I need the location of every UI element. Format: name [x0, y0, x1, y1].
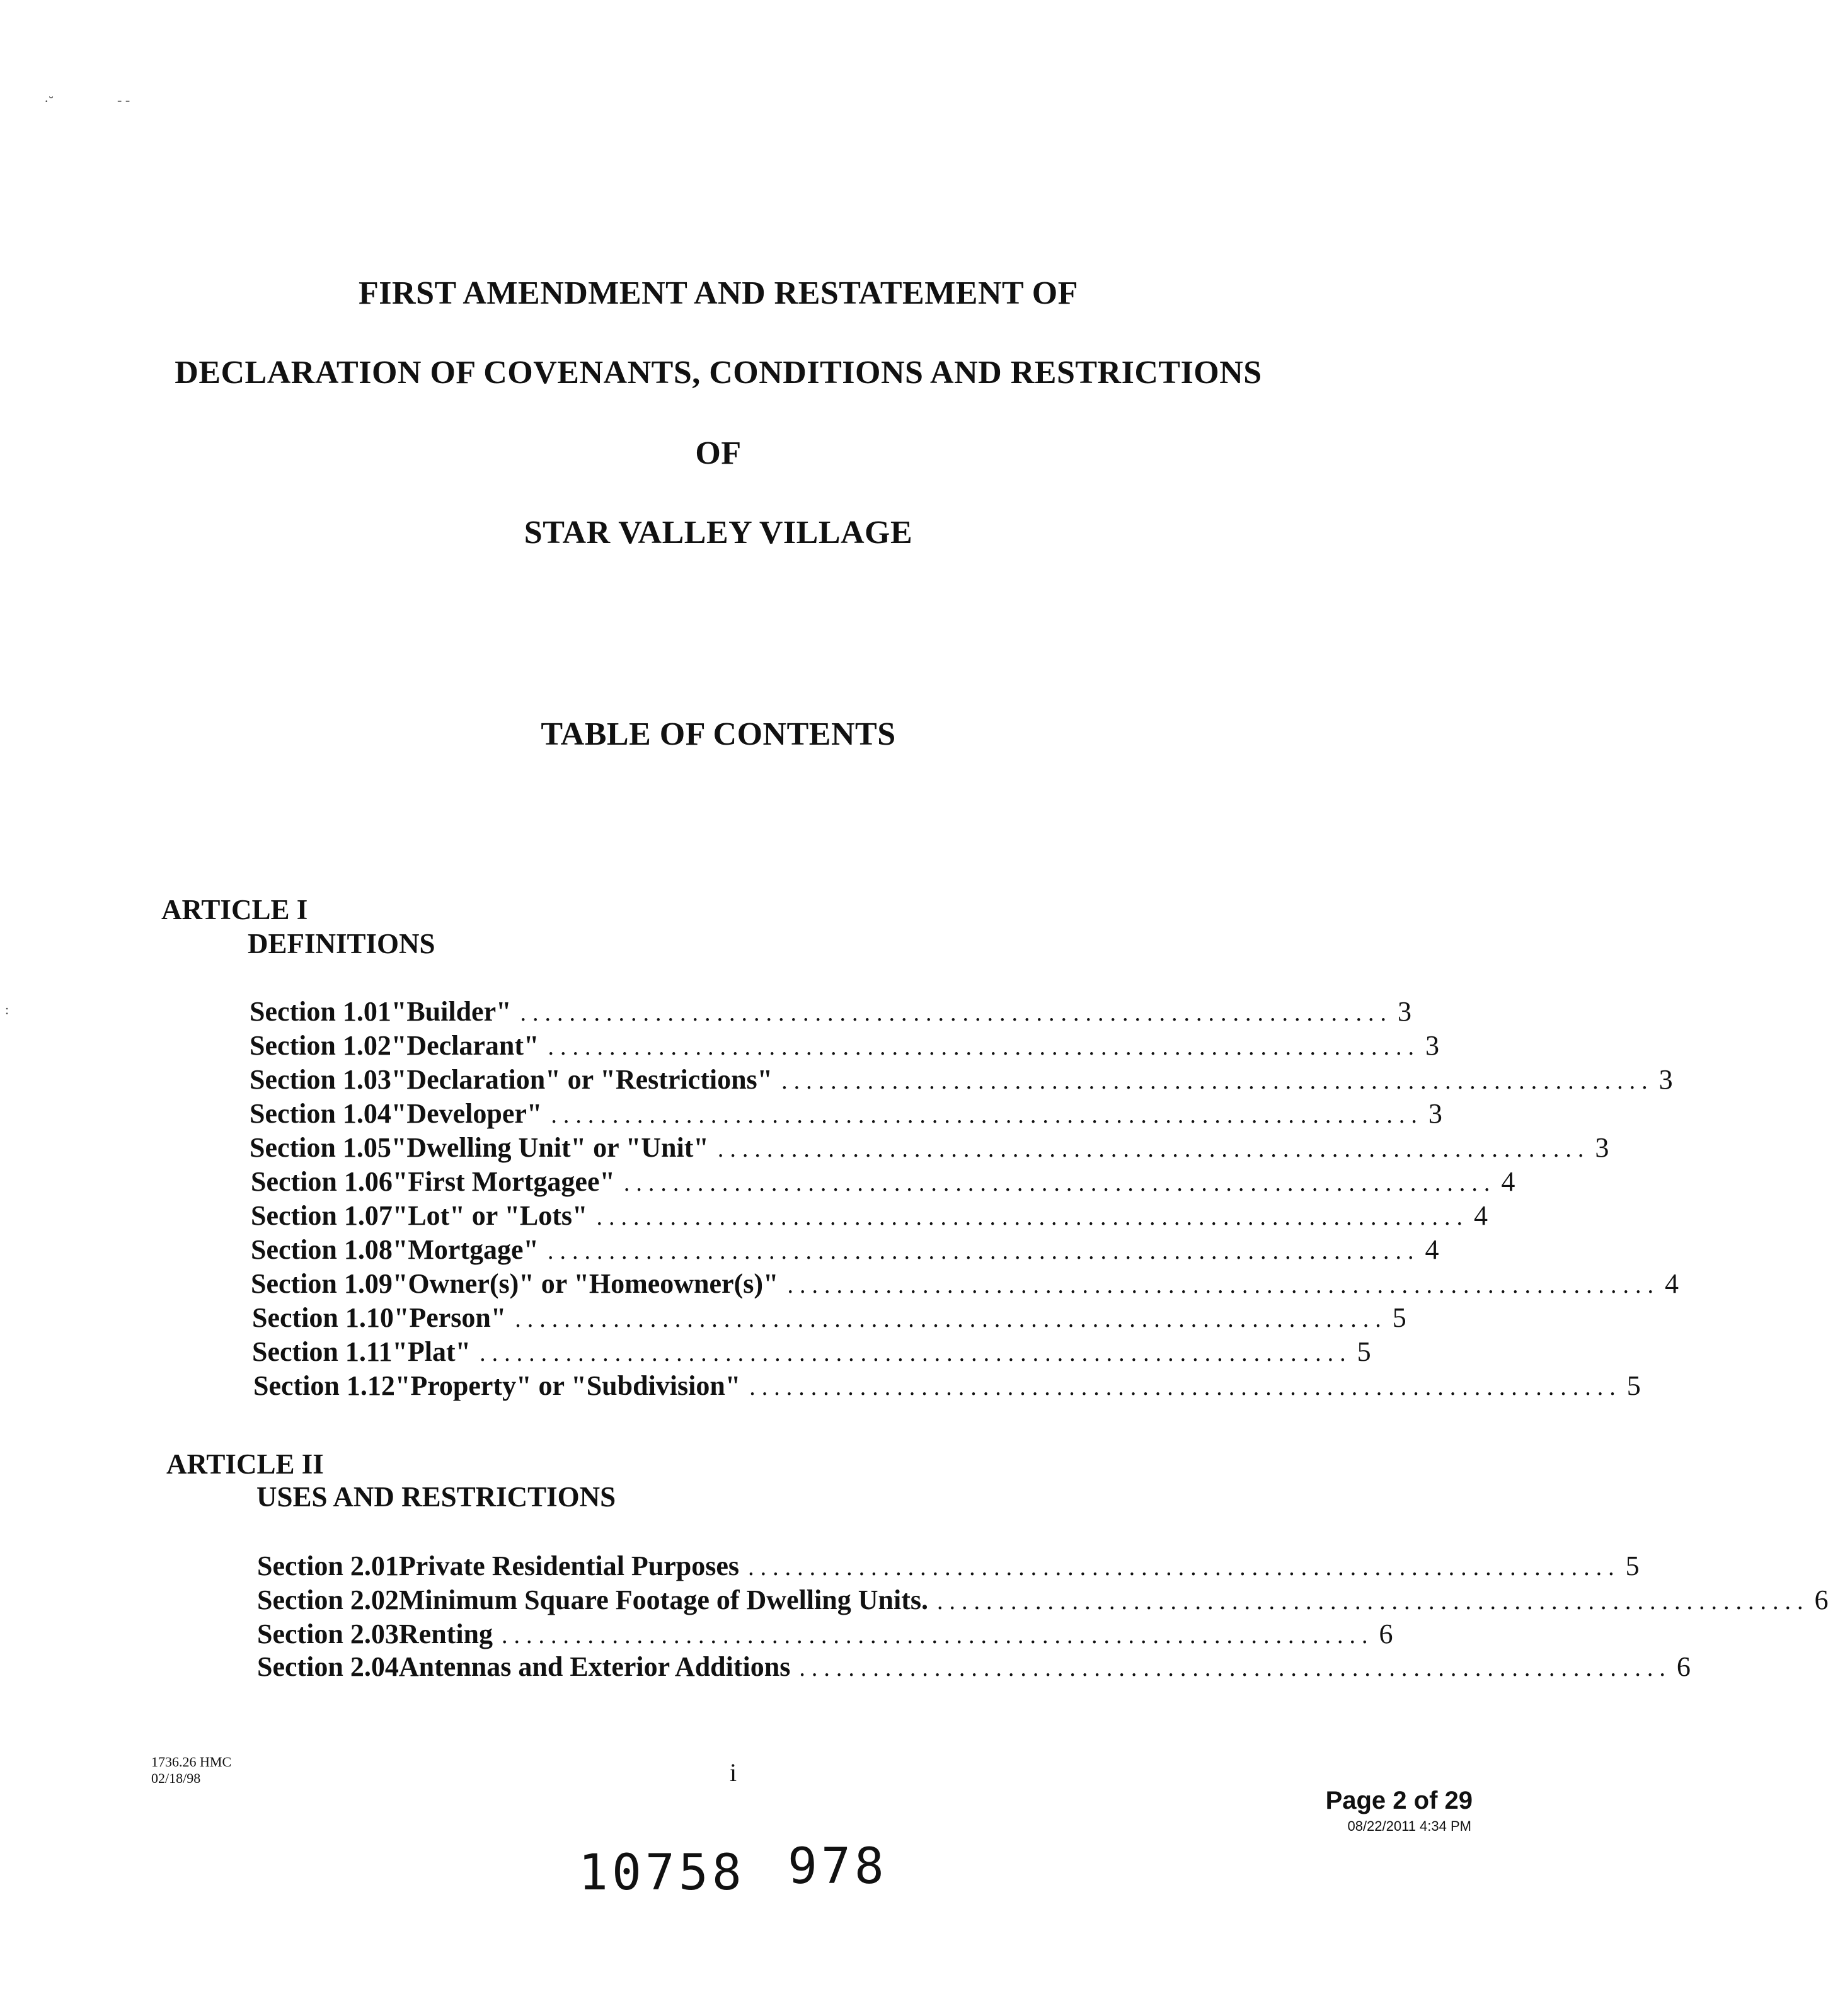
section-page: 3 [1658, 1064, 1673, 1095]
section-number: Section 1.10 [252, 1302, 394, 1333]
stamp-page-label: Page 2 of 29 [1325, 1787, 1473, 1814]
toc-heading: TABLE OF CONTENTS [541, 716, 896, 752]
footer-doc-code: 1736.26 HMC [151, 1754, 232, 1770]
document-title-line-3: OF [695, 435, 742, 471]
article-1-label: ARTICLE I [161, 894, 308, 925]
toc-entry [252, 1302, 1406, 1336]
section-number: Section 1.09 [251, 1268, 393, 1299]
section-page: 3 [1398, 996, 1412, 1027]
section-page: 4 [1664, 1268, 1679, 1299]
section-page: 3 [1428, 1098, 1442, 1129]
recording-book-number: 10758 [578, 1845, 745, 1901]
section-title: Antennas and Exterior Additions [398, 1651, 791, 1682]
section-page: 6 [1676, 1651, 1691, 1682]
section-title: "Declarant" [391, 1030, 539, 1061]
section-title: Renting [398, 1618, 493, 1649]
section-page: 3 [1425, 1030, 1439, 1061]
section-title: "Dwelling Unit" or "Unit" [391, 1132, 709, 1163]
section-page: 5 [1625, 1550, 1640, 1581]
footer-page-number: i [730, 1758, 737, 1787]
leader-dots: ....................................................................... [799, 1655, 1672, 1681]
leader-dots: ....................................................................... [781, 1068, 1654, 1094]
toc-entry [251, 1268, 1679, 1302]
document-title-line-1: FIRST AMENDMENT AND RESTATEMENT OF [359, 275, 1078, 311]
stamp-timestamp: 08/22/2011 4:34 PM [1347, 1818, 1471, 1834]
document-title-line-2: DECLARATION OF COVENANTS, CONDITIONS AND RESTRICTIONS [175, 355, 1262, 391]
leader-dots: ....................................................................... [748, 1554, 1621, 1581]
section-title: "Declaration" or "Restrictions" [391, 1064, 773, 1095]
section-number: Section 2.04 [257, 1651, 399, 1682]
section-title: Minimum Square Footage of Dwelling Units. [398, 1584, 928, 1615]
scan-speck: ·˘ [44, 93, 54, 109]
section-page: 6 [1814, 1584, 1828, 1615]
section-number: Section 1.02 [250, 1030, 391, 1061]
section-title: "First Mortgagee" [392, 1166, 615, 1197]
toc-entry [257, 1584, 1828, 1618]
article-2-label: ARTICLE II [166, 1448, 324, 1480]
toc-entry [251, 1234, 1439, 1268]
section-number: Section 2.03 [257, 1618, 399, 1649]
leader-dots: ....................................................................... [749, 1374, 1622, 1400]
section-number: Section 2.02 [257, 1584, 399, 1615]
section-number: Section 1.01 [250, 996, 391, 1027]
leader-dots: ....................................................................... [515, 1306, 1388, 1332]
leader-dots: ....................................................................... [551, 1102, 1423, 1128]
article-2-heading: USES AND RESTRICTIONS [256, 1481, 616, 1513]
toc-entry [257, 1651, 1691, 1685]
section-title: "Property" or "Subdivision" [394, 1370, 741, 1401]
leader-dots: ....................................................................... [787, 1272, 1660, 1298]
leader-dots: ....................................................................... [502, 1622, 1374, 1649]
section-title: "Plat" [392, 1336, 471, 1367]
section-title: "Person" [393, 1302, 507, 1333]
section-number: Section 1.08 [251, 1234, 393, 1265]
toc-entry [250, 1029, 1439, 1063]
section-title: "Builder" [391, 996, 512, 1027]
section-number: Section 1.05 [250, 1132, 391, 1163]
toc-entry [251, 1200, 1488, 1234]
leader-dots: ....................................................................... [520, 1000, 1393, 1026]
section-number: Section 1.03 [250, 1064, 391, 1095]
section-number: Section 1.11 [252, 1336, 393, 1367]
section-number: Section 1.12 [253, 1370, 395, 1401]
section-page: 3 [1595, 1132, 1609, 1163]
scan-speck: - - [117, 92, 130, 108]
leader-dots: ....................................................................... [623, 1170, 1497, 1196]
section-page: 5 [1626, 1370, 1641, 1401]
section-page: 4 [1425, 1234, 1439, 1265]
section-title: "Mortgage" [392, 1234, 539, 1265]
section-number: Section 1.04 [250, 1098, 391, 1129]
leader-dots: ....................................................................... [548, 1238, 1420, 1264]
toc-entry [250, 1131, 1609, 1166]
toc-entry [251, 1166, 1515, 1200]
footer-doc-date: 02/18/98 [151, 1770, 201, 1786]
section-page: 5 [1392, 1302, 1406, 1333]
section-number: Section 1.07 [251, 1200, 393, 1231]
section-number: Section 1.06 [251, 1166, 393, 1197]
section-page: 5 [1357, 1336, 1371, 1367]
leader-dots: ....................................................................... [596, 1204, 1469, 1230]
leader-dots: ....................................................................... [717, 1136, 1590, 1162]
section-title: "Owner(s)" or "Homeowner(s)" [392, 1268, 779, 1299]
toc-entry [252, 1336, 1371, 1370]
scan-speck: : [5, 1002, 9, 1017]
document-title-line-4: STAR VALLEY VILLAGE [524, 515, 913, 551]
section-page: 6 [1379, 1618, 1393, 1649]
recording-page-number: 978 [788, 1838, 888, 1895]
section-page: 4 [1473, 1200, 1488, 1231]
section-title: "Developer" [391, 1098, 543, 1129]
toc-entry [250, 1063, 1673, 1097]
toc-entry [257, 1618, 1393, 1652]
toc-entry [250, 1097, 1442, 1131]
section-page: 4 [1501, 1166, 1515, 1197]
leader-dots: ....................................................................... [480, 1340, 1352, 1366]
leader-dots: ....................................................................... [548, 1034, 1420, 1060]
leader-dots: ....................................................................... [936, 1588, 1810, 1615]
toc-entry [257, 1550, 1640, 1584]
section-title: Private Residential Purposes [398, 1550, 740, 1581]
toc-entry [250, 995, 1412, 1029]
article-1-heading: DEFINITIONS [248, 928, 435, 959]
toc-entry [253, 1370, 1641, 1404]
section-number: Section 2.01 [257, 1550, 399, 1581]
section-title: "Lot" or "Lots" [392, 1200, 588, 1231]
